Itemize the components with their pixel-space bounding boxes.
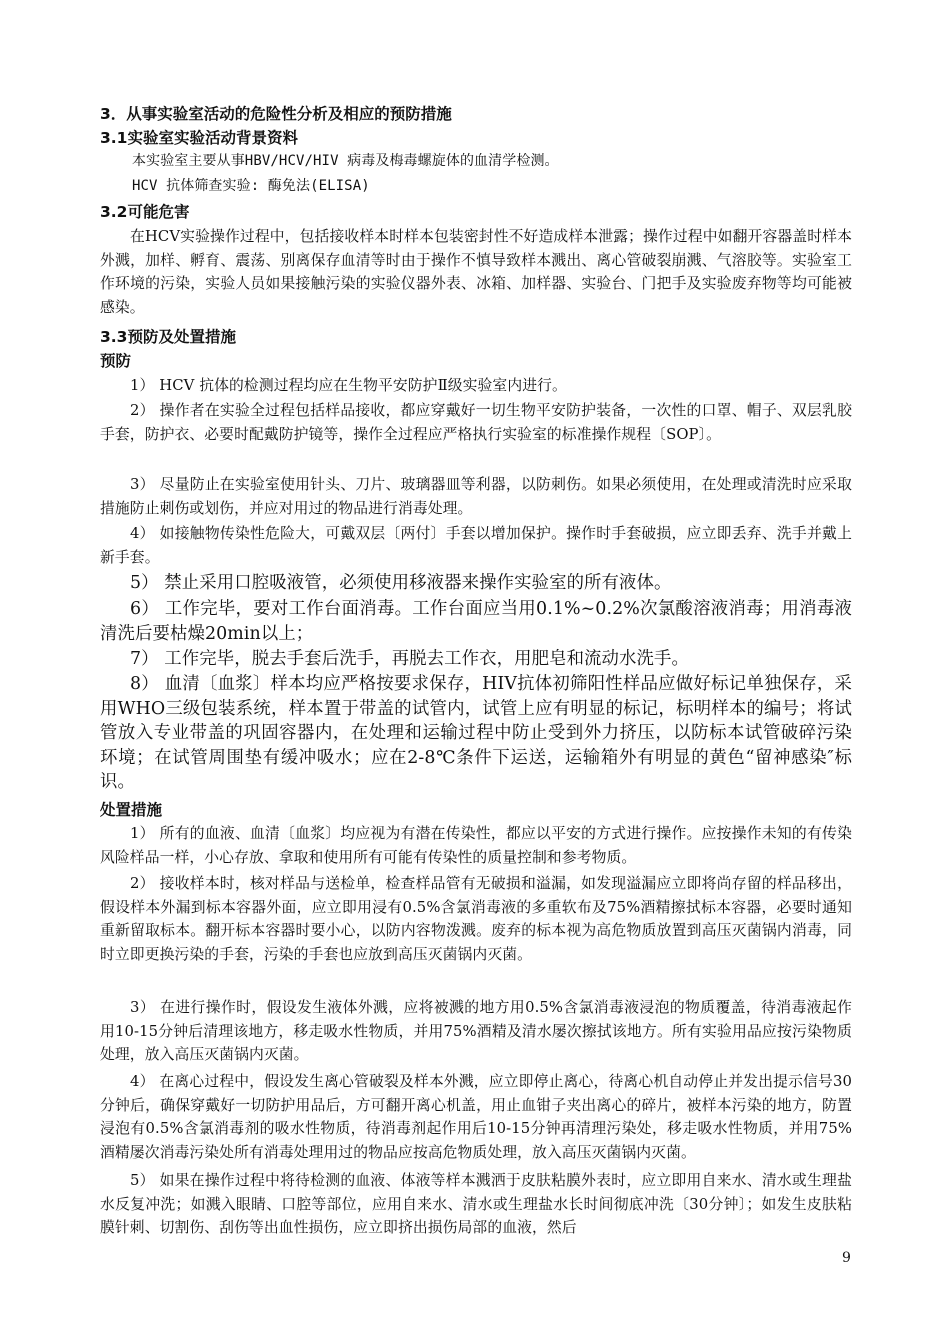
prevention-item-7: 7） 工作完毕，脱去手套后洗手，再脱去工作衣，用肥皂和流动水洗手。 bbox=[130, 649, 690, 669]
disposal-item-2: 2） 接收样本时，核对样品与送检单，检查样品管有无破损和溢漏，如发现溢漏应立即将尚存留的样品移出，假设样本外漏到标本容器外面，应立即用浸有0.5%含氯消毒液的多重软布及75%酒精擦拭标本容器，必要时通知重新留取标本。翻开标本容器时要小心，以防内容物泼溅。废弃的标本视为高危物质放置到高压灭菌锅内消毒，同时立即更换污染的手套，污染的手套也应放到高压灭菌锅内灭菌。 bbox=[100, 875, 852, 963]
prevention-item-4: 4） 如接触物传染性危险大，可戴双层〔两付〕手套以增加保护。操作时手套破损，应立即丢弃、洗手并戴上新手套。 bbox=[100, 525, 852, 566]
prevention-item-8: 8） 血清〔血浆〕样本均应严格按要求保存，HIV抗体初筛阳性样品应做好标记单独保存，采用WHO三级包装系统，样本置于带盖的试管内，试管上应有明显的标记，标明样本的编号；将试管放入专业带盖的巩固容器内，在处理和运输过程中防止受到外力挤压，以防标本试管破碎污染环境；在试管周围垫有缓冲吸水；应在2-8℃条件下运送，运输箱外有明显的黄色“留神感染″标识。 bbox=[100, 674, 852, 793]
prevention-item-3: 3） 尽量防止在实验室使用针头、刀片、玻璃器皿等利器，以防刺伤。如果必须使用，在处理或清洗时应采取措施防止刺伤或划伤，并应对用过的物品进行消毒处理。 bbox=[100, 476, 852, 517]
section-3-1-heading: 3.1实验室实验活动背景资料 bbox=[100, 129, 298, 147]
disposal-item-5: 5） 如果在操作过程中将待检测的血液、体液等样本溅洒于皮肤粘膜外表时，应立即用自来水、清水或生理盐水反复冲洗；如溅入眼睛、口腔等部位，应用自来水、清水或生理盐水长时间彻底冲洗〔30分钟〕；如发生皮肤粘膜针刺、切割伤、刮伤等出血性损伤，应立即挤出损伤局部的血液，然后 bbox=[100, 1172, 852, 1237]
prevention-item-6: 6） 工作完毕，要对工作台面消毒。工作台面应当用0.1%~0.2%次氯酸溶液消毒；用消毒液清洗后要枯燥20min以上； bbox=[100, 599, 852, 644]
prevention-item-1: 1） HCV 抗体的检测过程均应在生物平安防护Ⅱ级实验室内进行。 bbox=[130, 377, 567, 394]
background-line-2: HCV 抗体筛查实验: 酶免法(ELISA) bbox=[132, 178, 370, 194]
prevention-item-2: 2） 操作者在实验全过程包括样品接收，都应穿戴好一切生物平安防护装备，一次性的口罩、帽子、双层乳胶手套，防护衣、必要时配戴防护镜等，操作全过程应严格执行实验室的标准操作规程〔SOP〕。 bbox=[100, 402, 852, 443]
section-3-2-heading: 3.2可能危害 bbox=[100, 203, 190, 221]
prevention-heading: 预防 bbox=[100, 352, 132, 370]
hazard-paragraph: 在HCV实验操作过程中，包括接收样本时样本包装密封性不好造成样本泄露；操作过程中如翻开容器盖时样本外溅，加样、孵育、震荡、别离保存血清等时由于操作不慎导致样本溅出、离心管破裂崩溅、气溶胶等。实验室工作环境的污染，实验人员如果接触污染的实验仪器外表、冰箱、加样器、实验台、门把手及实验废弃物等均可能被感染。 bbox=[100, 228, 852, 316]
prevention-item-5: 5） 禁止采用口腔吸液管，必须使用移液器来操作实验室的所有液体。 bbox=[130, 573, 672, 593]
section-3-3-heading: 3.3预防及处置措施 bbox=[100, 328, 236, 346]
disposal-heading: 处置措施 bbox=[100, 801, 163, 819]
disposal-item-3: 3） 在进行操作时，假设发生液体外溅，应将被溅的地方用0.5%含氯消毒液浸泡的物质覆盖，待消毒液起作用10-15分钟后清理该地方，移走吸水性物质，并用75%酒精及清水屡次擦拭该地方。所有实验用品应按污染物质处理，放入高压灭菌锅内灭菌。 bbox=[100, 999, 852, 1064]
disposal-item-4: 4） 在离心过程中，假设发生离心管破裂及样本外溅，应立即停止离心，待离心机自动停止并发出提示信号30分钟后，确保穿戴好一切防护用品后，方可翻开离心机盖，用止血钳子夹出离心的碎片，被样本污染的地方，防置浸泡有0.5%含氯消毒剂的吸水性物质，待消毒剂起作用后10-15分钟再清理污染处，移走吸水性物质，并用75%酒精屡次消毒污染处所有消毒处理用过的物品应按高危物质处理，放入高压灭菌锅内灭菌。 bbox=[100, 1073, 852, 1161]
section-3-heading: 3．从事实验室活动的危险性分析及相应的预防措施 bbox=[100, 105, 452, 123]
disposal-item-1: 1） 所有的血液、血清〔血浆〕均应视为有潜在传染性，都应以平安的方式进行操作。应按操作未知的有传染风险样品一样，小心存放、拿取和使用所有可能有传染性的质量控制和参考物质。 bbox=[100, 825, 852, 866]
page-number: 9 bbox=[842, 1250, 851, 1266]
background-line-1: 本实验室主要从事HBV/HCV/HIV 病毒及梅毒螺旋体的血清学检测。 bbox=[132, 153, 559, 169]
